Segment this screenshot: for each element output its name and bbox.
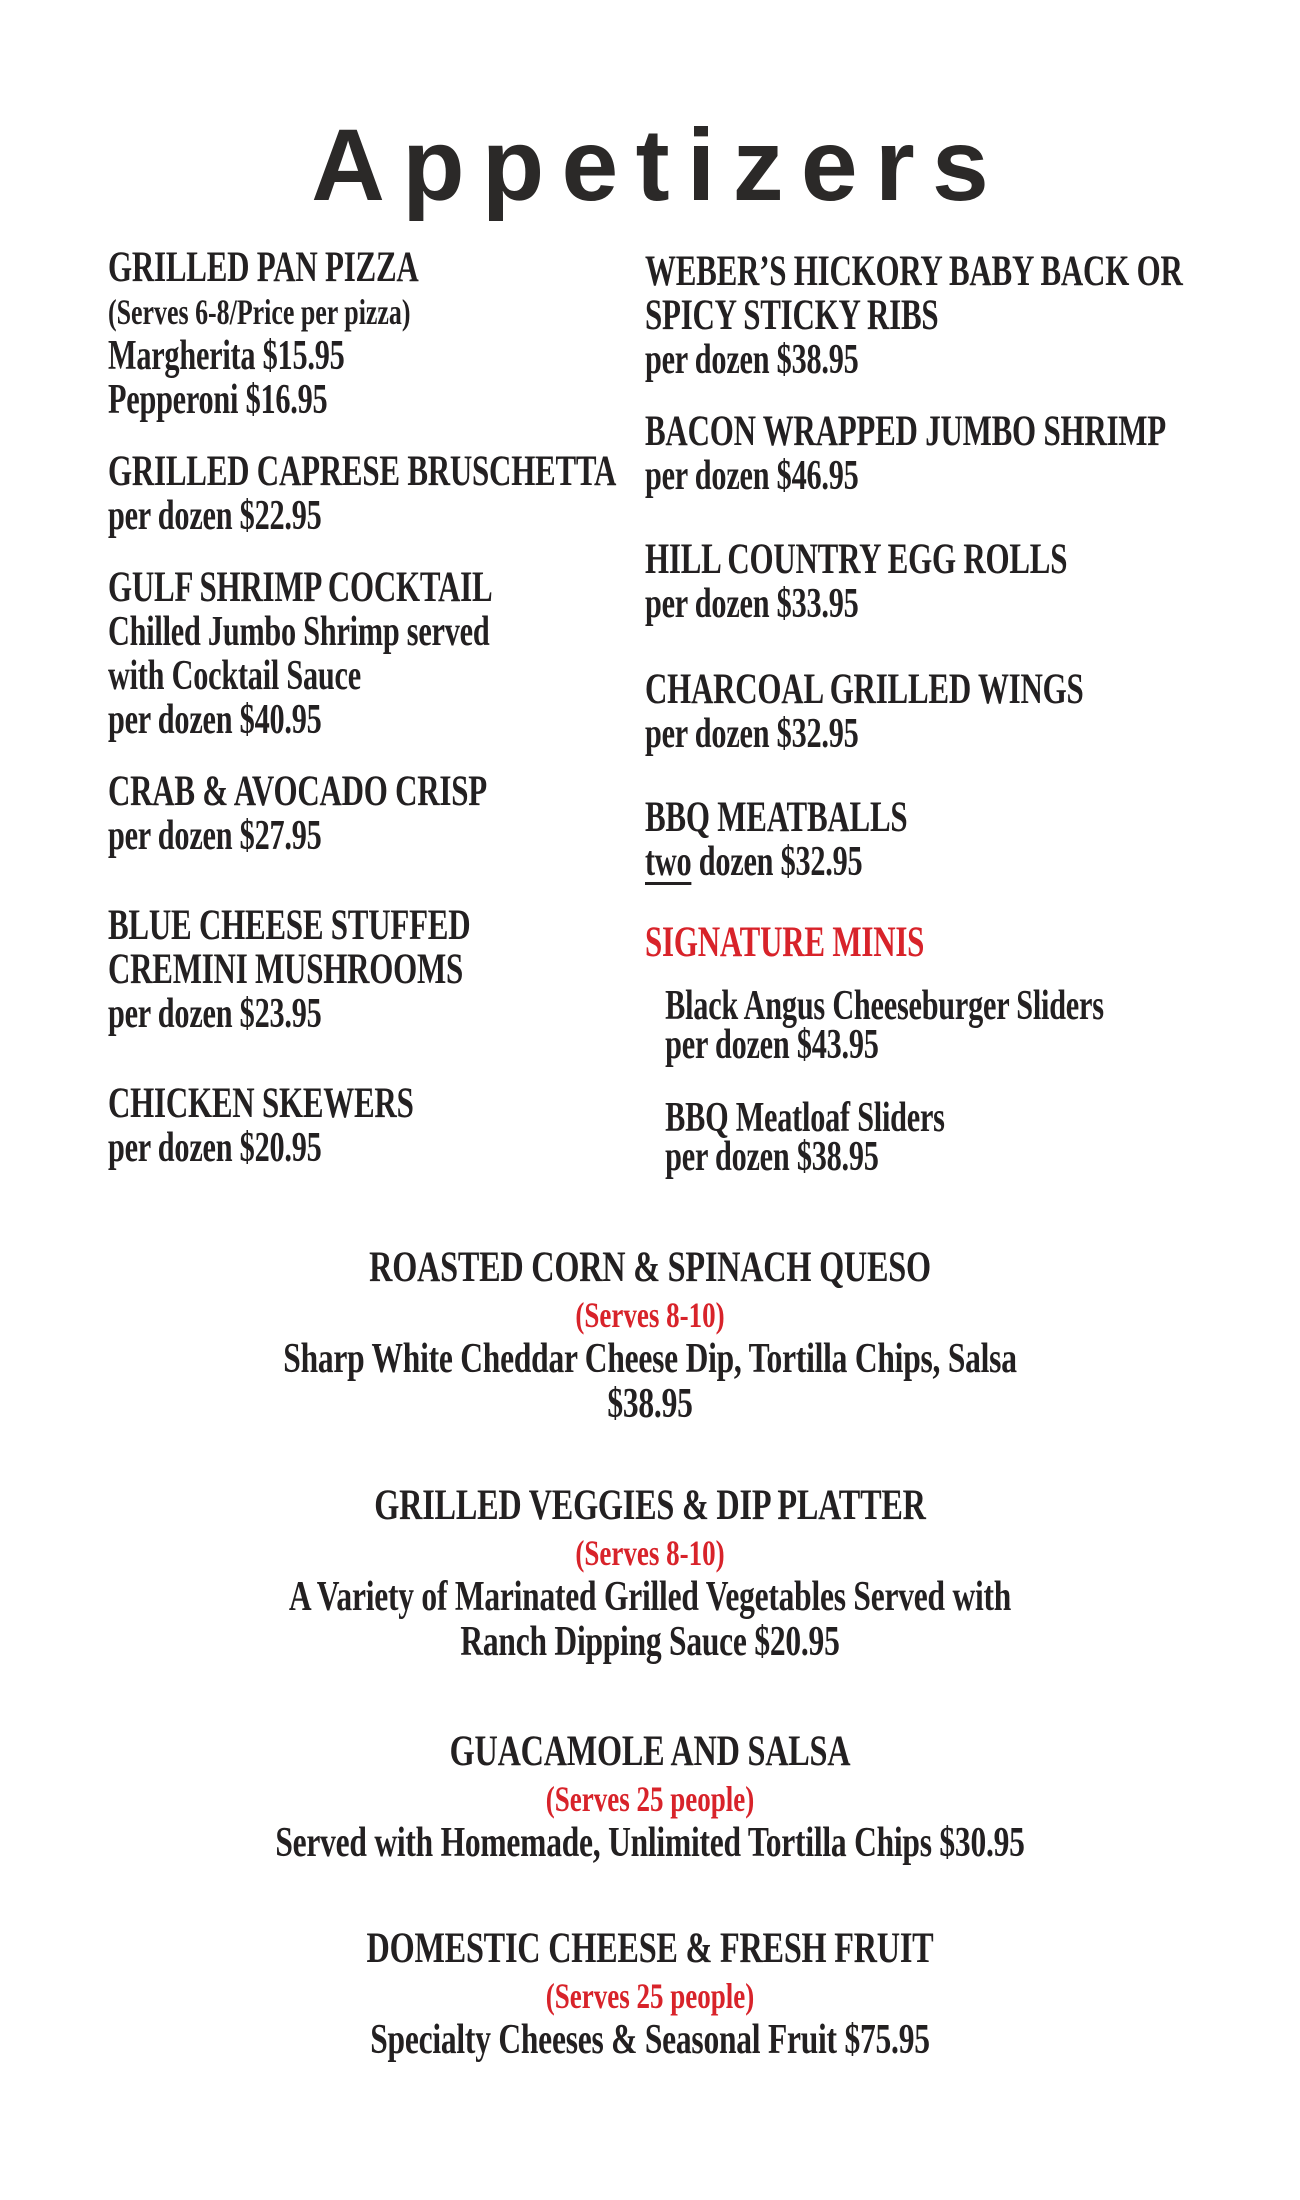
platter-sections bbox=[0, 1243, 1300, 2063]
chicken-skewers-heading: CHICKEN SKEWERS bbox=[108, 1080, 414, 1127]
menu-item-bacon-wrapped-jumbo-shrimp bbox=[645, 410, 1183, 498]
platter-section-guacamole-and-salsa bbox=[163, 1727, 1138, 1866]
charcoal-grilled-wings-line: per dozen $32.95 bbox=[645, 711, 859, 757]
grilled-veggies-dip-platter-line: A Variety of Marinated Grilled Vegetables Served with bbox=[288, 1574, 1012, 1620]
bbq-meatballs-price-line: two dozen $32.95 bbox=[645, 839, 863, 885]
grilled-caprese-bruschetta-heading: GRILLED CAPRESE BRUSCHETTA bbox=[108, 448, 617, 495]
bbq-meatloaf-sliders-line: per dozen $38.95 bbox=[665, 1134, 879, 1180]
black-angus-cheeseburger-sliders-line: per dozen $43.95 bbox=[665, 1022, 879, 1068]
bacon-wrapped-jumbo-shrimp-heading: BACON WRAPPED JUMBO SHRIMP bbox=[645, 408, 1166, 455]
grilled-pan-pizza-line: Pepperoni $16.95 bbox=[108, 377, 328, 423]
blue-cheese-stuffed-cremini-mushrooms-line: per dozen $23.95 bbox=[108, 991, 322, 1037]
menu-item-black-angus-cheeseburger-sliders bbox=[665, 983, 1182, 1068]
grilled-caprese-bruschetta-line: per dozen $22.95 bbox=[108, 493, 322, 539]
platter-section-domestic-cheese-fresh-fruit bbox=[163, 1924, 1138, 2063]
menu-item-crab-avocado-crisp bbox=[108, 770, 616, 858]
gulf-shrimp-cocktail-line: Chilled Jumbo Shrimp served bbox=[108, 609, 490, 655]
hill-country-egg-rolls-line: per dozen $33.95 bbox=[645, 581, 859, 627]
gulf-shrimp-cocktail-heading: GULF SHRIMP COCKTAIL bbox=[108, 564, 493, 611]
guacamole-and-salsa-serving-note: (Serves 25 people) bbox=[545, 1779, 755, 1819]
domestic-cheese-fresh-fruit-serving-note: (Serves 25 people) bbox=[545, 1976, 755, 2016]
hill-country-egg-rolls-heading: HILL COUNTRY EGG ROLLS bbox=[645, 536, 1068, 583]
webers-hickory-baby-back-or-spicy-sticky-ribs-heading: WEBER’S HICKORY BABY BACK OR bbox=[645, 248, 1183, 295]
page-title: Appetizers bbox=[311, 108, 1007, 222]
webers-hickory-baby-back-or-spicy-sticky-ribs-line: per dozen $38.95 bbox=[645, 337, 859, 383]
grilled-veggies-dip-platter-heading: GRILLED VEGGIES & DIP PLATTER bbox=[374, 1482, 926, 1529]
guacamole-and-salsa-heading: GUACAMOLE AND SALSA bbox=[449, 1728, 851, 1775]
menu-item-gulf-shrimp-cocktail bbox=[108, 566, 616, 742]
webers-hickory-baby-back-or-spicy-sticky-ribs-heading: SPICY STICKY RIBS bbox=[645, 292, 939, 339]
roasted-corn-spinach-queso-line: $38.95 bbox=[607, 1381, 693, 1427]
bbq-meatballs-heading: BBQ MEATBALLS bbox=[645, 794, 908, 841]
domestic-cheese-fresh-fruit-line: Specialty Cheeses & Seasonal Fruit $75.95 bbox=[370, 2017, 930, 2063]
roasted-corn-spinach-queso-serving-note: (Serves 8-10) bbox=[575, 1295, 725, 1335]
platter-section-roasted-corn-spinach-queso bbox=[163, 1243, 1138, 1427]
domestic-cheese-fresh-fruit-heading: DOMESTIC CHEESE & FRESH FRUIT bbox=[366, 1925, 934, 1972]
guacamole-and-salsa-line: Served with Homemade, Unlimited Tortilla Chips $30.95 bbox=[275, 1820, 1025, 1866]
black-angus-cheeseburger-sliders-line: Black Angus Cheeseburger Sliders bbox=[665, 983, 1104, 1029]
bacon-wrapped-jumbo-shrimp-line: per dozen $46.95 bbox=[645, 453, 859, 499]
grilled-pan-pizza-line: Margherita $15.95 bbox=[108, 333, 345, 379]
menu-item-hill-country-egg-rolls bbox=[645, 538, 1183, 626]
blue-cheese-stuffed-cremini-mushrooms-heading: BLUE CHEESE STUFFED bbox=[108, 902, 471, 949]
grilled-pan-pizza-heading: GRILLED PAN PIZZA bbox=[108, 244, 419, 291]
menu-item-grilled-pan-pizza bbox=[108, 246, 616, 422]
menu-column-right bbox=[645, 248, 1183, 1180]
menu-column-left bbox=[108, 246, 616, 1170]
menu-item-webers-hickory-baby-back-or-spicy-sticky-ribs bbox=[645, 250, 1183, 382]
menu-item-charcoal-grilled-wings bbox=[645, 668, 1183, 756]
bbq-meatloaf-sliders-line: BBQ Meatloaf Sliders bbox=[665, 1095, 945, 1141]
menu-item-signature-minis bbox=[645, 921, 1183, 965]
menu-item-blue-cheese-stuffed-cremini-mushrooms bbox=[108, 904, 616, 1036]
grilled-veggies-dip-platter-line: Ranch Dipping Sauce $20.95 bbox=[460, 1619, 840, 1665]
menu-item-bbq-meatballs bbox=[645, 796, 1183, 884]
blue-cheese-stuffed-cremini-mushrooms-heading: CREMINI MUSHROOMS bbox=[108, 946, 463, 993]
charcoal-grilled-wings-heading: CHARCOAL GRILLED WINGS bbox=[645, 666, 1084, 713]
grilled-pan-pizza-serving-note: (Serves 6-8/Price per pizza) bbox=[108, 292, 411, 332]
gulf-shrimp-cocktail-line: per dozen $40.95 bbox=[108, 697, 322, 743]
menu-item-bbq-meatloaf-sliders bbox=[665, 1095, 1182, 1180]
menu-item-chicken-skewers bbox=[108, 1082, 616, 1170]
gulf-shrimp-cocktail-line: with Cocktail Sauce bbox=[108, 653, 361, 699]
roasted-corn-spinach-queso-heading: ROASTED CORN & SPINACH QUESO bbox=[369, 1244, 931, 1291]
platter-section-grilled-veggies-dip-platter bbox=[163, 1481, 1138, 1665]
grilled-veggies-dip-platter-serving-note: (Serves 8-10) bbox=[575, 1533, 725, 1573]
roasted-corn-spinach-queso-line: Sharp White Cheddar Cheese Dip, Tortilla Chips, Salsa bbox=[283, 1336, 1017, 1382]
chicken-skewers-line: per dozen $20.95 bbox=[108, 1125, 322, 1171]
crab-avocado-crisp-heading: CRAB & AVOCADO CRISP bbox=[108, 768, 487, 815]
signature-minis-heading: SIGNATURE MINIS bbox=[645, 919, 925, 966]
menu-item-grilled-caprese-bruschetta bbox=[108, 450, 616, 538]
crab-avocado-crisp-line: per dozen $27.95 bbox=[108, 813, 322, 859]
bbq-meatballs-underlined-quantity: two bbox=[645, 839, 692, 885]
